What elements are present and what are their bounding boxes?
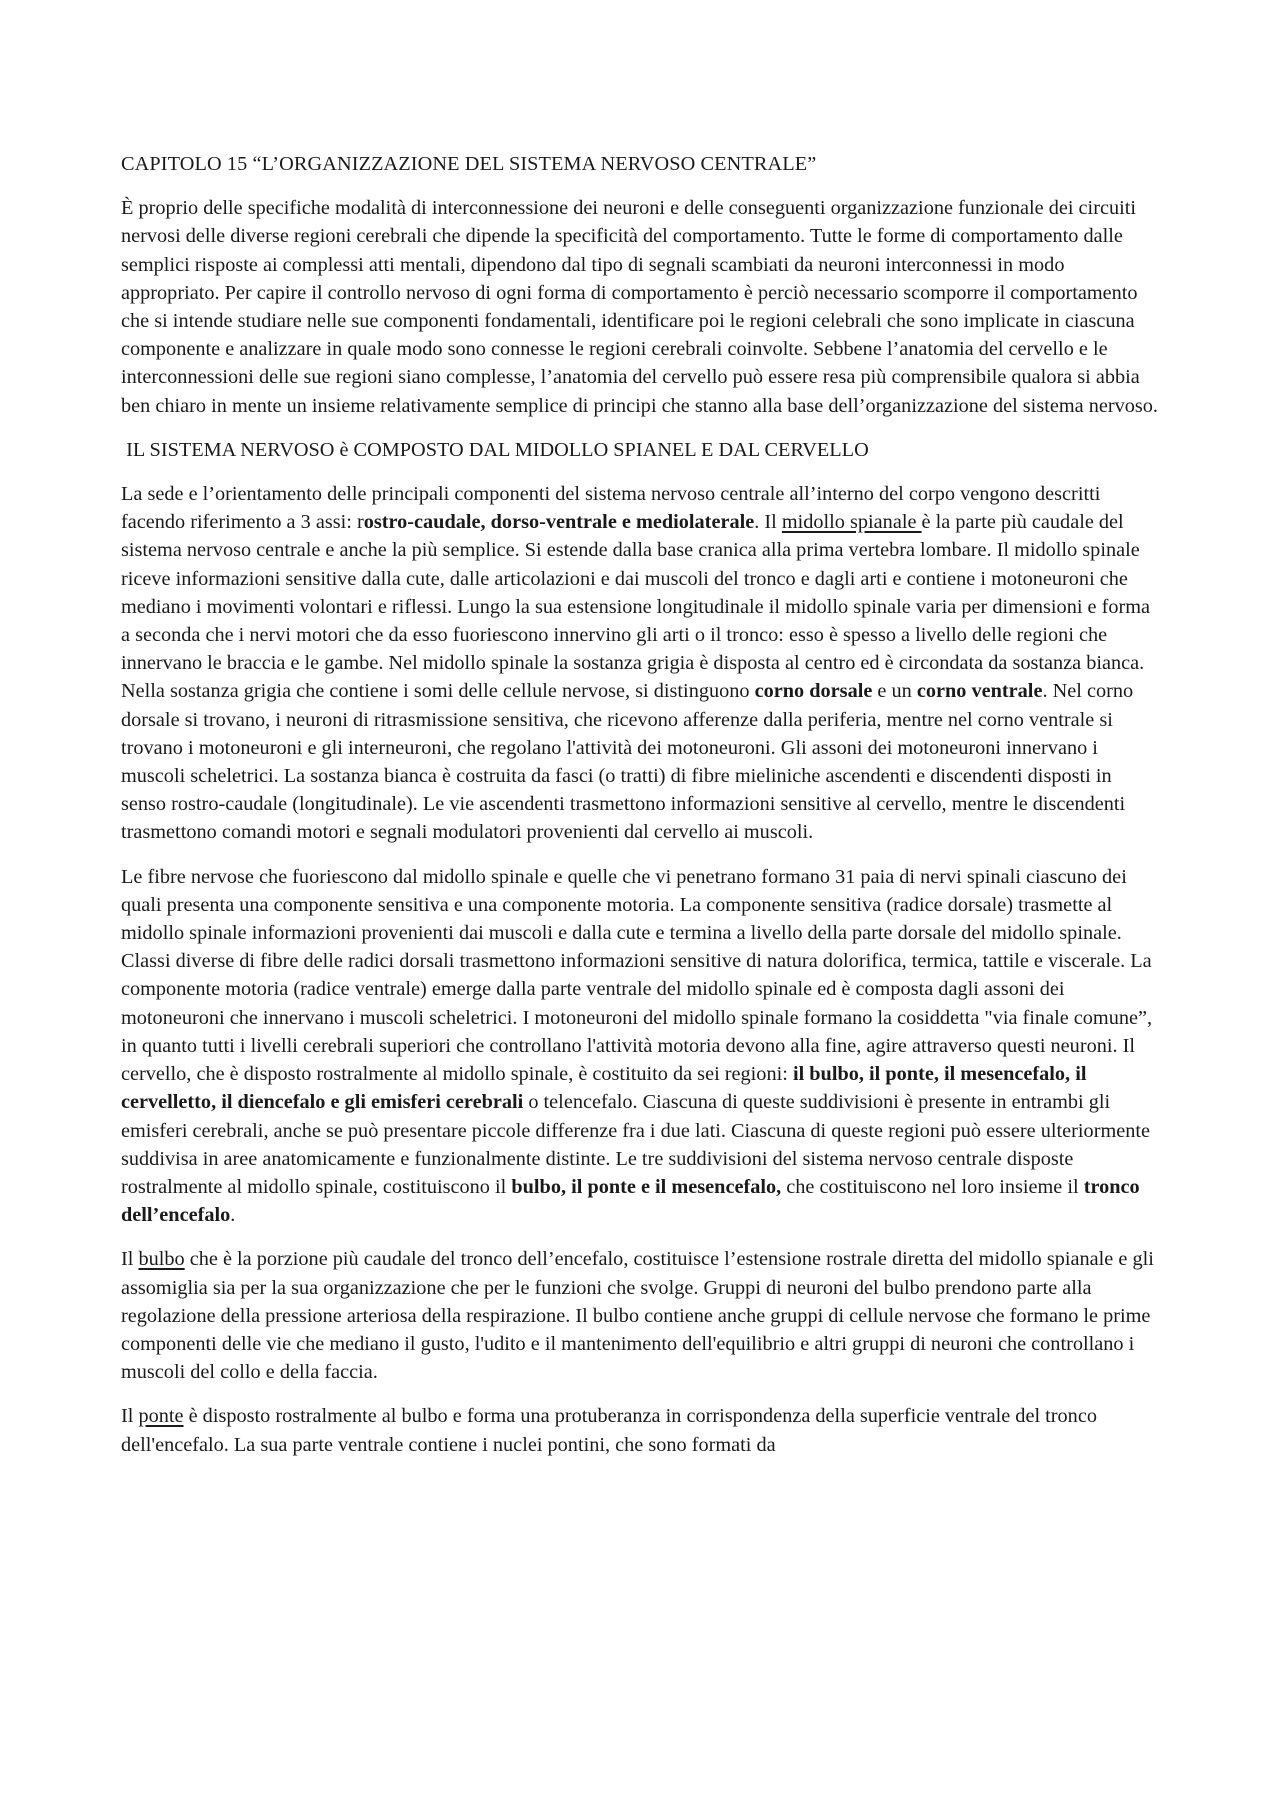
text-run: La sede e l’orientamento delle principali componenti del sistema nervoso centrale all’interno del corpo vengono descritti facendo riferimento a 3 assi: r — [121, 483, 1101, 534]
bold-term: tronco dell’encefalo — [121, 1175, 1140, 1227]
text-run: che costituiscono nel loro insieme il — [781, 1175, 1084, 1198]
bold-regions: il bulbo, il ponte, il mesencefalo, il cervelletto, il diencefalo e gli emisferi cerebrali — [121, 1063, 1087, 1114]
document-page — [121, 150, 1161, 1475]
chapter-title: CAPITOLO 15 “L’ORGANIZZAZIONE DEL SISTEMA NERVOSO CENTRALE” — [121, 153, 817, 175]
bold-axes: ostro-caudale, dorso-ventrale e mediolaterale — [363, 511, 755, 534]
paragraph-spinal-cord — [121, 480, 1161, 847]
bold-term: corno ventrale — [916, 680, 1043, 703]
section-heading-text: IL SISTEMA NERVOSO è COMPOSTO DAL MIDOLLO SPIANEL E DAL CERVELLO — [126, 438, 869, 461]
bold-term: corno dorsale — [754, 680, 873, 703]
underlined-term: bulbo — [138, 1248, 185, 1271]
paragraph-bulbo — [121, 1245, 1161, 1386]
text-run: . Il — [754, 511, 782, 534]
paragraph-intro: È proprio delle specifiche modalità di interconnessione dei neuroni e delle conseguenti organizzazione funzionale dei circuiti nervosi delle diverse regioni cerebrali che dipende la specificità del comportamento. Tutte le forme di comportamento dalle semplici risposte ai complessi atti mentali, dipendono dal tipo di segnali scambiati da neuroni interconnessi in modo appropriato. Per capire il controllo nervoso di ogni forma di comportamento è perciò necessario scomporre il comportamento che si intende studiare nelle sue componenti fondamentali, identificare poi le regioni celebrali che sono implicate in ciascuna componente e analizzare in quale modo sono connesse le regioni cerebrali coinvolte. Sebbene l’anatomia del cervello e le interconnessioni delle sue regioni siano complesse, l’anatomia del cervello può essere resa più comprensibile qualora si abbia ben chiaro in mente un insieme relativamente semplice di principi che stanno alla base dell’organizzazione del sistema nervoso. — [121, 197, 1158, 417]
text-run: Il — [121, 1248, 139, 1271]
underlined-term: midollo spianale — [781, 511, 922, 534]
paragraph-spinal-nerves — [121, 863, 1161, 1230]
section-heading — [121, 436, 1161, 464]
text-run: Il — [121, 1405, 139, 1428]
text-run: è la parte più caudale del sistema nervoso centrale e anche la più semplice. Si estende dalla base cranica alla prima vertebra lombare. Il midollo spinale riceve informazioni sensitive dalla cute, dalle articolazioni e dai muscoli del tronco e dagli arti e contiene i motoneuroni che mediano i movimenti volontari e riflessi. Lungo la sua estensione longitudinale il midollo spinale varia per dimensioni e forma a seconda che i nervi motori che da esso fuoriescono innervino gli arti o il tronco: esso è spesso a livello delle regioni che innervano le braccia e le gambe. Nel midollo spinale la sostanza grigia è disposta al centro ed è circondata da sostanza bianca. Nella sostanza grigia che contiene i somi delle cellule nervose, si distinguono — [121, 511, 1151, 703]
text-run: . Nel corno dorsale si trovano, i neuroni di ritrasmissione sensitiva, che ricevono afferenze dalla periferia, mentre nel corno ventrale si trovano i motoneuroni e gli interneuroni, che regolano l'attività dei motoneuroni. Gli assoni dei motoneuroni innervano i muscoli scheletrici. La sostanza bianca è costruita da fasci (o tratti) di fibre mieliniche ascendenti e discendenti disposti in senso rostro-caudale (longitudinale). Le vie ascendenti trasmettono informazioni sensitive al cervello, mentre le discendenti trasmettono comandi motori e segnali modulatori provenienti dal cervello ai muscoli. — [121, 680, 1134, 844]
text-run: o telencefalo. Ciascuna di queste suddivisioni è presente in entrambi gli emisferi cerebrali, anche se può presentare piccole differenze fra i due lati. Ciascuna di queste regioni può essere ulteriormente suddivisa in aree anatomicamente e funzionalmente distinte. Le tre suddivisioni del sistema nervoso centrale disposte rostralmente al midollo spinale, costituiscono il — [121, 1091, 1151, 1198]
bold-term: bulbo, il ponte e il mesencefalo, — [511, 1175, 782, 1198]
text-run: è disposto rostralmente al bulbo e forma una protuberanza in corrispondenza della superficie ventrale del tronco dell'encefalo. La sua parte ventrale contiene i nuclei pontini, che sono formati da — [121, 1405, 1097, 1456]
text-run: che è la porzione più caudale del tronco dell’encefalo, costituisce l’estensione rostrale diretta del midollo spianale e gli assomiglia sia per la sua organizzazione che per le funzioni che svolge. Gruppi di neuroni del bulbo prendono parte alla regolazione della pressione arteriosa della respirazione. Il bulbo contiene anche gruppi di cellule nervose che formano le prime componenti delle vie che mediano il gusto, l'udito e il mantenimento dell'equilibrio e altri gruppi di neuroni che controllano i muscoli del collo e della faccia. — [121, 1248, 1154, 1384]
paragraph-ponte — [121, 1402, 1161, 1458]
text-run: e un — [872, 680, 917, 703]
text-run: . — [230, 1204, 236, 1227]
text-run: Le fibre nervose che fuoriescono dal midollo spinale e quelle che vi penetrano formano 31 paia di nervi spinali ciascuno dei quali presenta una componente sensitiva e una componente motoria. La componente sensitiva (radice dorsale) trasmette al midollo spinale informazioni provenienti dai muscoli e dalla cute e termina a livello della parte dorsale del midollo spinale. Classi diverse di fibre delle radici dorsali trasmettono informazioni sensitive di natura dolorifica, termica, tattile e viscerale. La componente motoria (radice ventrale) emerge dalla parte ventrale del midollo spinale ed è composta dagli assoni dei motoneuroni che innervano i muscoli scheletrici. I motoneuroni del midollo spinale formano la cosiddetta "via finale comune”, in quanto tutti i livelli cerebrali superiori che controllano l'attività motoria devono alla fine, agire attraverso questi neuroni. Il cervello, che è disposto rostralmente al midollo spinale, è costituito da sei regioni: — [121, 865, 1153, 1086]
underlined-term: ponte — [138, 1405, 184, 1428]
